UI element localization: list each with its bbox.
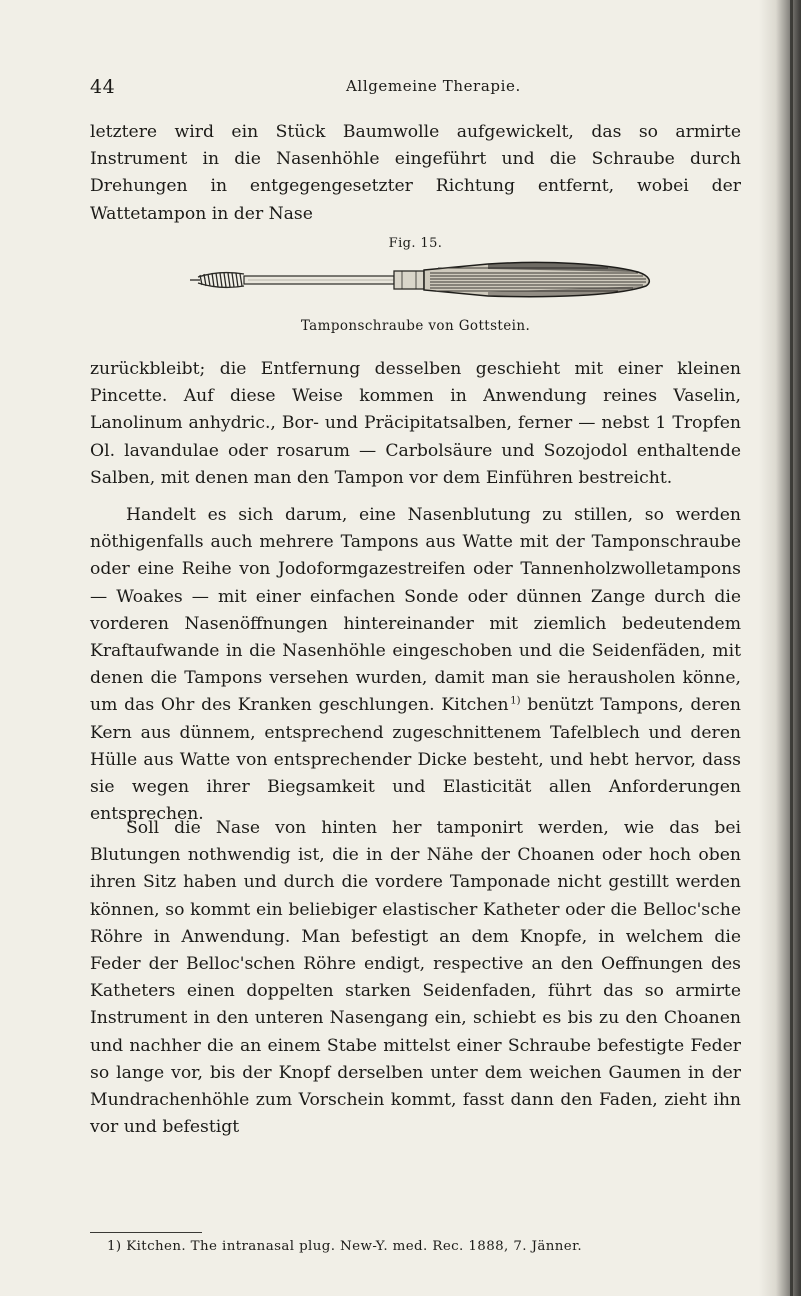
page-gutter-shadow bbox=[759, 0, 801, 1296]
paragraph-1: letztere wird ein Stück Baumwolle aufgewickelt, das so armirte Instrument in die Nasenhöhle eingeführt und die Schraube durch Drehungen in entgegengesetzter Richtung entfernt, wobei der Wattetampon in der Nase bbox=[90, 122, 741, 224]
paragraph-4: Soll die Nase von hinten her tamponirt werden, wie das bei Blutungen nothwendig ist, die in der Nähe der Choanen oder hoch oben ihren Sitz haben und durch die vordere Tamponade nicht gestillt werden können, so kommt ein beliebiger elastischer Katheter oder die Belloc'sche Röhre in Anwendung. Man befestigt an dem Knopfe, in welchem die Feder der Belloc'schen Röhre endigt, respective an den Oeffnungen des Katheters einen doppelten starken Seidenfaden, führt das so armirte Instrument in den unteren Nasengang ein, schiebt es bis zu den Choanen und nachher die an einem Stabe mittelst einer Schraube befestigte Feder so lange vor, bis der Knopf derselben unter dem weichen Gaumen in der Mundrachenhöhle zum Vorschein kommt, fasst dann den Faden, zieht ihn vor und befestigt bbox=[90, 818, 741, 1138]
tampon-screw-illustration bbox=[188, 258, 654, 302]
footnote-text: Kitchen. The intranasal plug. New-Y. med. Rec. 1888, 7. Jänner. bbox=[126, 1239, 583, 1254]
page-gutter-edge bbox=[790, 0, 793, 1296]
paragraph-3 bbox=[90, 502, 741, 828]
figure-caption: Tamponschraube von Gottstein. bbox=[300, 318, 531, 334]
footnote-divider bbox=[90, 1232, 202, 1233]
paragraph-3-continuation: benützt Tampons, deren Kern aus dünnem, entsprechend zugeschnittenem Tafelblech und deren Hülle aus Watte von entsprechender Dicke besteht, und hebt hervor, dass sie wegen ihrer Biegsamkeit und Elasticität allen Anforderungen entsprechen. bbox=[90, 695, 741, 825]
footnote bbox=[107, 1239, 582, 1254]
figure-label: Fig. 15. bbox=[388, 236, 443, 251]
paragraph-2: zurückbleibt; die Entfernung desselben geschieht mit einer kleinen Pincette. Auf diese Weise kommen in Anwendung reines Vaselin, Lanolinum anhydric., Bor- und Präcipitatsalben, ferner — nebst 1 Tropfen Ol. lavandulae oder rosarum — Carbolsäure und Sozojodol enthaltende Salben, mit denen man den Tampon vor dem Einführen bestreicht. bbox=[90, 359, 741, 488]
footnote-mark: 1) bbox=[107, 1239, 122, 1254]
paragraph-3-text: Handelt es sich darum, eine Nasenblutung zu stillen, so werden nöthigenfalls auch mehrere Tampons aus Watte mit der Tamponschraube oder eine Reihe von Jodoformgazestreifen oder Tannenholzwolletampons — Woakes — mit einer einfachen Sonde oder dünnen Zange durch die vorderen Nasenöffnungen hintereinander mit ziemlich bedeutendem Kraftaufwande in die Nasenhöhle eingeschoben und die Seidenfäden, mit denen die Tampons versehen wurden, damit man sie herausholen könne, um das Ohr des Kranken geschlungen. Kitchen bbox=[90, 505, 741, 716]
footnote-reference: 1) bbox=[510, 695, 521, 707]
page-number: 44 bbox=[90, 76, 116, 98]
running-head bbox=[90, 76, 750, 100]
running-head-title: Allgemeine Therapie. bbox=[346, 77, 521, 95]
